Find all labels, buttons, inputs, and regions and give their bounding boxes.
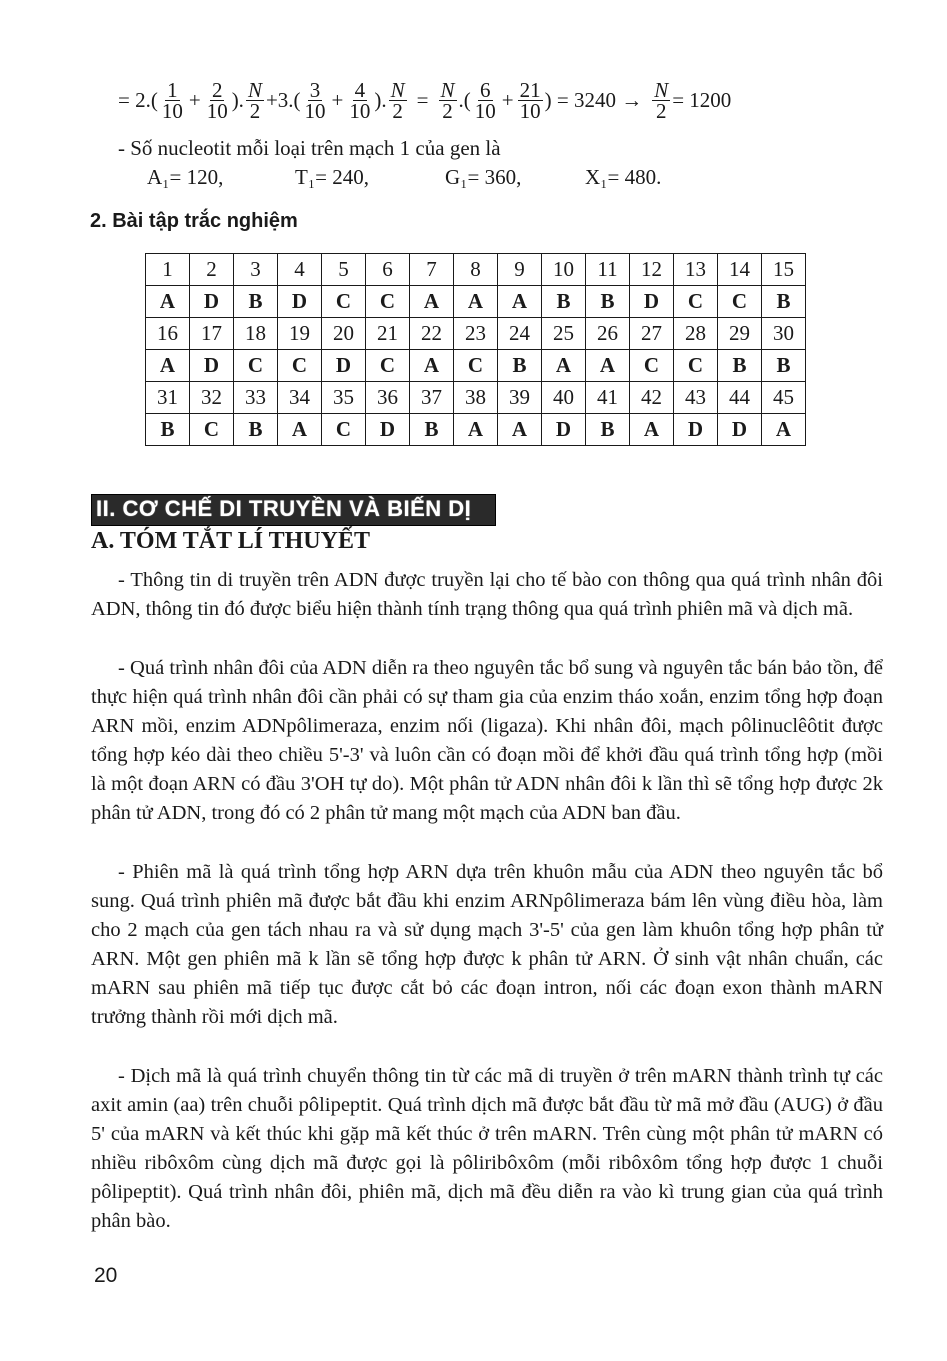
question-number-cell: 40	[542, 382, 586, 414]
answer-cell: B	[762, 350, 806, 382]
question-number-cell: 33	[234, 382, 278, 414]
question-number-cell: 32	[190, 382, 234, 414]
answer-cell: A	[762, 414, 806, 446]
question-number-cell: 19	[278, 318, 322, 350]
question-number-cell: 34	[278, 382, 322, 414]
question-number-cell: 8	[454, 254, 498, 286]
answer-cell: C	[366, 286, 410, 318]
answer-cell: D	[278, 286, 322, 318]
answer-cell: B	[498, 350, 542, 382]
question-number-cell: 17	[190, 318, 234, 350]
fraction: $\frac{N}{2}$	[247, 77, 262, 123]
answer-cell: C	[322, 286, 366, 318]
question-number-row	[146, 382, 806, 414]
question-number-cell: 13	[674, 254, 718, 286]
question-number-cell: 1	[146, 254, 190, 286]
answer-cell: D	[190, 286, 234, 318]
fraction: $\frac{N}{2}$	[654, 77, 669, 123]
answer-cell: B	[410, 414, 454, 446]
answer-cell: A	[498, 286, 542, 318]
answer-cell: A	[542, 350, 586, 382]
question-number-cell: 29	[718, 318, 762, 350]
answer-row	[146, 350, 806, 382]
paragraph: - Quá trình nhân đôi của ADN diễn ra theo nguyên tắc bổ sung và nguyên tắc bán bảo tồn, để thực hiện quá trình nhân đôi cần phải có sự tham gia của enzim tháo xoắn, enzim tổng hợp đoạn ARN mồi, enzim ADNpôlimeraza, enzim nối (ligaza). Khi nhân đôi, mạch pôlinuclêôtit được tổng hợp kéo dài theo chiều 5'-3' và luôn cần có đoạn mồi để khởi đầu quá trình tổng hợp (mồi là một đoạn ARN có đầu 3'OH tự do). Một phân tử ADN nhân đôi k lần thì sẽ tổng hợp được 2k phân tử ADN, trong đó có 2 phân tử mang một mạch của ADN ban đầu.	[91, 657, 883, 824]
question-number-cell: 24	[498, 318, 542, 350]
answer-cell: C	[190, 414, 234, 446]
answer-cell: D	[190, 350, 234, 382]
answer-cell: B	[762, 286, 806, 318]
question-number-cell: 36	[366, 382, 410, 414]
question-number-cell: 12	[630, 254, 674, 286]
answer-cell: A	[278, 414, 322, 446]
answer-cell: C	[366, 350, 410, 382]
answer-cell: B	[586, 414, 630, 446]
fraction: $\frac{21}{10}$	[519, 77, 541, 123]
question-number-cell: 38	[454, 382, 498, 414]
chapter-banner	[91, 494, 496, 526]
answer-cell: B	[234, 414, 278, 446]
answer-cell: A	[498, 414, 542, 446]
question-number-row	[146, 254, 806, 286]
answer-row	[146, 414, 806, 446]
nucleotide-intro: - Số nucleotit mỗi loại trên mạch 1 của gen là	[118, 136, 501, 160]
question-number-cell: 25	[542, 318, 586, 350]
question-number-cell: 30	[762, 318, 806, 350]
nucleotide-a1: A₁= 120,	[147, 165, 224, 189]
question-number-cell: 21	[366, 318, 410, 350]
question-number-cell: 9	[498, 254, 542, 286]
paragraph: - Thông tin di truyền trên ADN được truyền lại cho tế bào con thông qua quá trình nhân đôi ADN, thông tin đó được biểu hiện thành tính trạng thông qua quá trình phiên mã và dịch mã.	[91, 569, 883, 620]
answer-cell: A	[630, 414, 674, 446]
answer-cell: B	[586, 286, 630, 318]
question-number-cell: 43	[674, 382, 718, 414]
fraction: $\frac{4}{10}$	[349, 77, 371, 123]
question-number-cell: 26	[586, 318, 630, 350]
question-number-cell: 22	[410, 318, 454, 350]
answer-cell: A	[454, 414, 498, 446]
answer-cell: B	[146, 414, 190, 446]
question-number-cell: 5	[322, 254, 366, 286]
answer-cell: C	[322, 414, 366, 446]
fraction: $\frac{6}{10}$	[474, 77, 496, 123]
answer-cell: B	[234, 286, 278, 318]
question-number-cell: 41	[586, 382, 630, 414]
answer-cell: D	[630, 286, 674, 318]
page-number: 20	[94, 1264, 118, 1287]
answer-cell: C	[718, 286, 762, 318]
question-number-cell: 18	[234, 318, 278, 350]
question-number-cell: 11	[586, 254, 630, 286]
answer-cell: C	[674, 286, 718, 318]
answer-cell: A	[146, 350, 190, 382]
question-number-cell: 39	[498, 382, 542, 414]
question-number-cell: 4	[278, 254, 322, 286]
fraction: $\frac{3}{10}$	[304, 77, 326, 123]
question-number-cell: 35	[322, 382, 366, 414]
question-number-cell: 31	[146, 382, 190, 414]
answer-cell: C	[454, 350, 498, 382]
question-number-cell: 16	[146, 318, 190, 350]
answer-cell: C	[278, 350, 322, 382]
answer-cell: C	[234, 350, 278, 382]
question-number-cell: 14	[718, 254, 762, 286]
formula-line: = 2.( $\frac{1}{10}$ + $\frac{2}{10}$ ). $\frac{N}{2}$ +3.( $\frac{3}{10}$ + $\frac{4}{10}$ ). $\frac{N}{2}$ = $\frac{N}{2}$ .( $\frac{6}{10}$ + $\frac{21}{10}$ ) = 3240 → $\frac{N}{2}$ = 1200	[118, 77, 732, 123]
answer-cell: A	[410, 286, 454, 318]
answer-cell: D	[322, 350, 366, 382]
question-number-cell: 37	[410, 382, 454, 414]
answer-table	[145, 253, 806, 446]
answer-cell: D	[674, 414, 718, 446]
paragraph: - Dịch mã là quá trình chuyển thông tin từ các mã di truyền ở trên mARN thành trình tự các axit amin (aa) trên chuỗi pôlipeptit. Quá trình dịch mã được bắt đầu từ mã mở đầu (AUG) ở đầu 5' của mARN và kết thúc khi gặp mã kết thúc ở trên mARN. Trên cùng một phân tử mARN có nhiều ribôxôm cùng dịch mã được gọi là pôliribôxôm (mỗi ribôxôm tổng hợp được 1 chuỗi pôlipeptit). Quá trình nhân đôi, phiên mã, dịch mã đều diễn ra vào kì trung gian của quá trình phân bào.	[91, 1065, 883, 1232]
fraction: $\frac{1}{10}$	[161, 77, 183, 123]
question-number-cell: 23	[454, 318, 498, 350]
question-number-cell: 2	[190, 254, 234, 286]
question-number-cell: 6	[366, 254, 410, 286]
fraction: $\frac{2}{10}$	[206, 77, 228, 123]
question-number-cell: 28	[674, 318, 718, 350]
chapter-banner-text: II. CƠ CHẾ DI TRUYỀN VÀ BIẾN DỊ	[96, 496, 472, 521]
paragraph: - Phiên mã là quá trình tổng hợp ARN dựa trên khuôn mẫu của ADN theo nguyên tắc bổ sung. Quá trình phiên mã được bắt đầu khi enzim ARNpôlimeraza bám lên vùng điều hòa, làm cho 2 mạch của gen tách nhau ra và sử dụng mạch 3'-5' của gen làm khuôn tổng hợp phân tử ARN. Một gen phiên mã k lần sẽ tổng hợp được k phân tử ARN. Ở sinh vật nhân chuẩn, các mARN sau phiên mã tiếp tục được cắt bỏ các đoạn intron, nối các đoạn exon thành mARN trưởng thành rồi mới dịch mã.	[91, 861, 883, 1028]
answer-cell: B	[542, 286, 586, 318]
nucleotide-t1: T₁= 240,	[295, 165, 369, 189]
question-number-cell: 44	[718, 382, 762, 414]
answer-cell: A	[586, 350, 630, 382]
answer-cell: B	[718, 350, 762, 382]
question-number-cell: 15	[762, 254, 806, 286]
question-number-cell: 3	[234, 254, 278, 286]
answer-cell: D	[718, 414, 762, 446]
question-number-cell: 10	[542, 254, 586, 286]
formula-prefix: = 2.(	[118, 87, 158, 112]
question-number-cell: 20	[322, 318, 366, 350]
question-number-row	[146, 318, 806, 350]
nucleotide-g1: G₁= 360,	[445, 165, 522, 189]
answer-cell: A	[454, 286, 498, 318]
fraction: $\frac{N}{2}$	[390, 77, 405, 123]
answer-cell: A	[410, 350, 454, 382]
answer-cell: C	[630, 350, 674, 382]
fraction: $\frac{N}{2}$	[440, 77, 455, 123]
answer-row	[146, 286, 806, 318]
answer-cell: A	[146, 286, 190, 318]
section-heading: 2. Bài tập trắc nghiệm	[90, 210, 298, 232]
question-number-cell: 7	[410, 254, 454, 286]
answer-cell: C	[674, 350, 718, 382]
answer-cell: D	[366, 414, 410, 446]
nucleotide-x1: X₁= 480.	[585, 165, 662, 189]
answer-cell: D	[542, 414, 586, 446]
question-number-cell: 27	[630, 318, 674, 350]
question-number-cell: 42	[630, 382, 674, 414]
subheading: A. TÓM TẮT LÍ THUYẾT	[91, 528, 370, 554]
question-number-cell: 45	[762, 382, 806, 414]
